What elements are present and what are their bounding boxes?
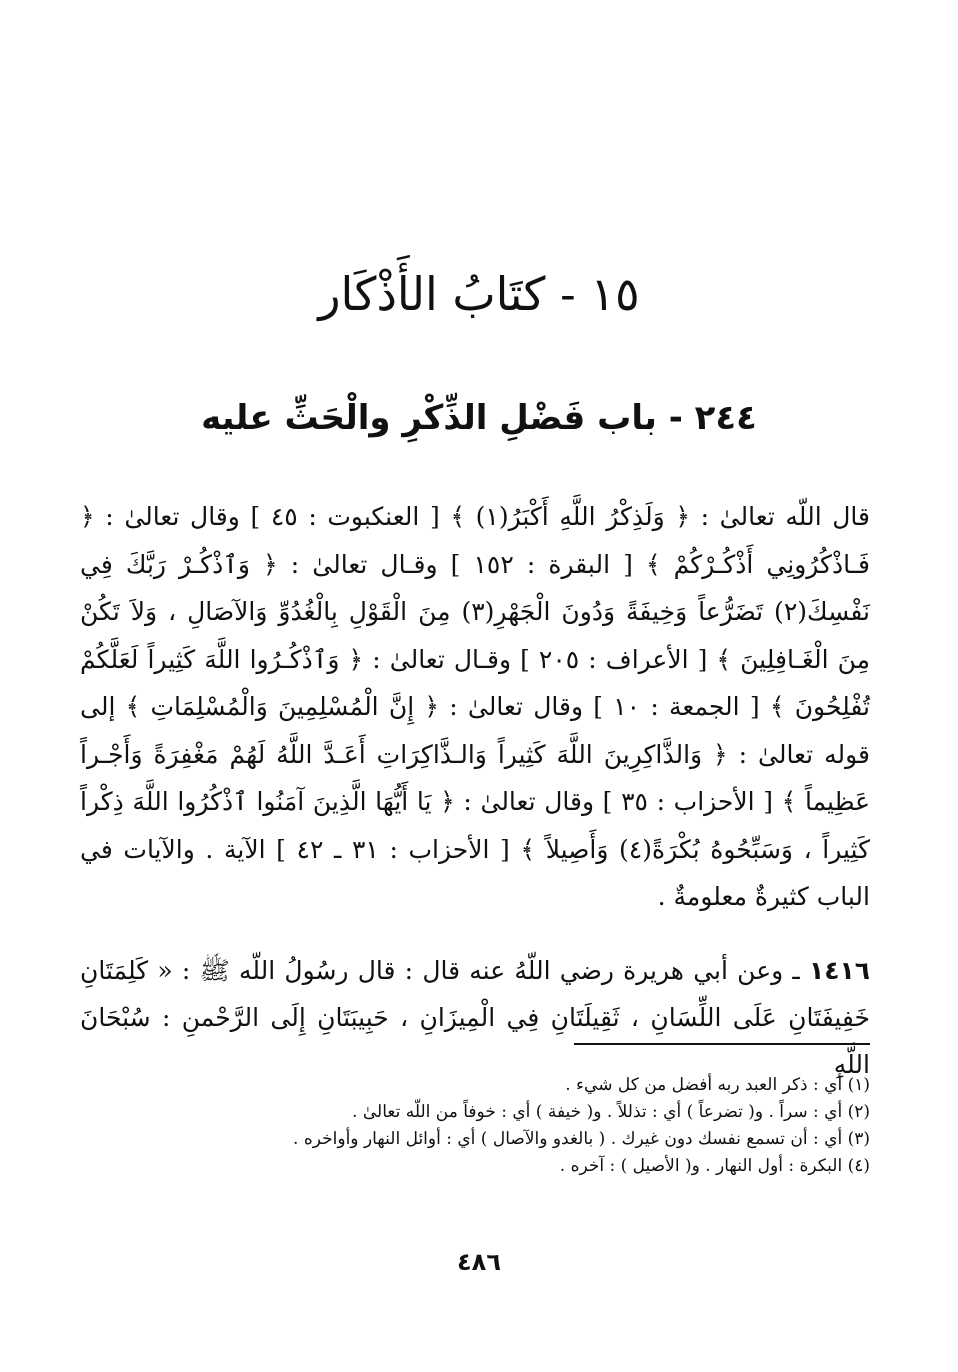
footnotes-list (200, 1072, 870, 1180)
footnote-2: (٢) أي : سراً . و( تضرعاً ) أي : تذللاً . و( خيفة ) أي : خوفاً من اللّه تعالىٰ . (352, 1102, 870, 1122)
footnote-1: (١) أي : ذكر العبد ربه أفضل من كل شيء . (565, 1075, 870, 1095)
intro-paragraph: قال اللّه تعالىٰ : ﴿ وَلَذِكْرُ اللَّهِ أَكْبَرُ(١) ﴾ [ العنكبوت : ٤٥ ] وقال تعالىٰ : ﴿ فَـاذْكُرُونِي أَذْكُـرْكُمْ ﴾ [ البقرة : ١٥٢ ] وقـال تعالىٰ : ﴿ وَٱذْكُـرْ رَبَّكَ فِي نَفْسِكَ(٢) تَضَرُّعاً وَخِيفَةً وَدُونَ الْجَهْرِ(٣) مِنَ الْقَوْلِ بِالْغُدُوِّ وَالآصَالِ ، وَلاَ تَكُنْ مِنَ الْغَـافِلِينَ ﴾ [ الأعراف : ٢٠٥ ] وقـال تعالىٰ : ﴿ وَٱذْكُـرُوا اللَّهَ كَثِيراً لَعَلَّكُمْ تُفْلِحُونَ ﴾ [ الجمعة : ١٠ ] وقال تعالىٰ : ﴿ إِنَّ الْمُسْلِمِينَ وَالْمُسْلِمَاتِ ﴾ إلى قوله تعالىٰ : ﴿ وَالذَّاكِرِينَ اللَّهَ كَثِيراً وَالـذَّاكِرَاتِ أَعَـدَّ اللَّهُ لَهُمْ مَغْفِرَةً وَأَجْـراً عَظِيماً ﴾ [ الأحزاب : ٣٥ ] وقال تعالىٰ : ﴿ يَا أَيُّهَا الَّذِينَ آمَنُوا ٱذْكُرُوا اللَّهَ ذِكْراً كَثِيراً ، وَسَبِّحُوهُ بُكْرَةً(٤) وَأَصِيلاً ﴾ [ الأحزاب : ٣١ ـ ٤٢ ] الآية . والآيات في الباب كثيرةٌ معلومةٌ . (80, 502, 871, 911)
footnote-separator (574, 1043, 870, 1045)
page-number: ٤٨٦ (457, 1248, 501, 1276)
hadith-number: ١٤١٦ (808, 956, 870, 985)
footnote-4: (٤) البكرة : أول النهار . و( الأصيل ) : آخره . (559, 1156, 870, 1176)
chapter-title: ٢٤٤ - باب فَضْلِ الذِّكْرِ والْحَثِّ عليه (201, 398, 757, 439)
hadith-text: ـ وعن أبي هريرة رضي اللّهُ عنه قال : قال رسُولُ اللّه ﷺ : « كَلِمَتَانِ خَفِيفَتَانِ عَلَى اللِّسَانِ ، ثَقِيلَتَانِ فِي الْمِيزَانِ ، حَبِيبَتَانِ إِلَى الرَّحْمنِ : سُبْحَانَ اللَّهِ (80, 956, 870, 1079)
footnote-3: (٣) أي : أن تسمع نفسك دون غيرك . ( بالغدو والآصال ) أي : أوائل النهار وأواخره . (293, 1129, 870, 1149)
book-title: ١٥ - كتَابُ الأَذْكَار (318, 266, 640, 321)
hadith-paragraph (80, 947, 870, 1088)
